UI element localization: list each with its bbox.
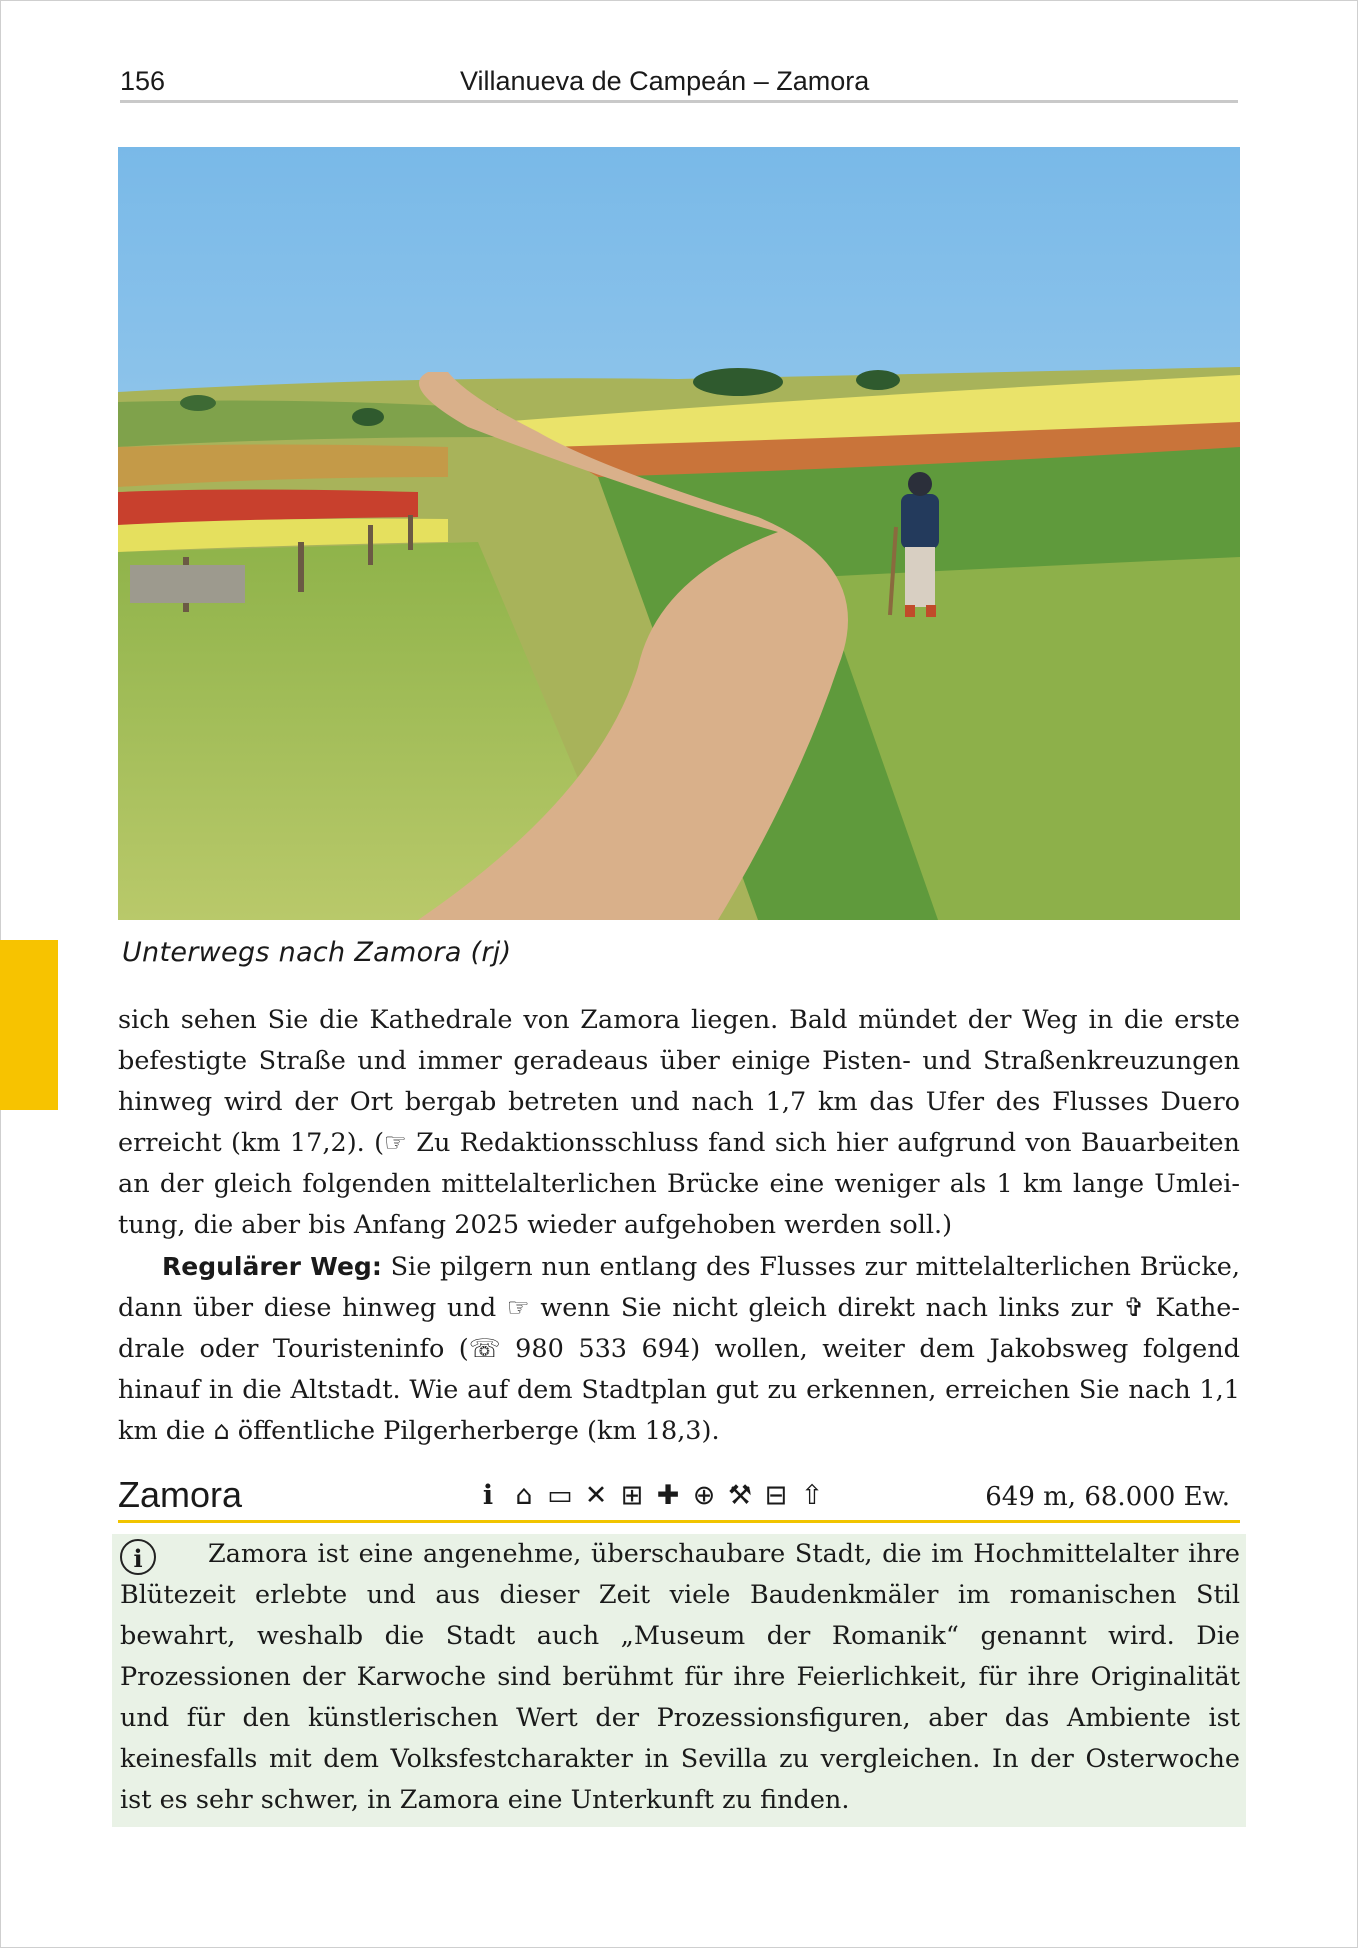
pointing-hand-icon: ☞: [506, 1293, 530, 1323]
bed-icon: ▭: [547, 1480, 573, 1511]
section-heading: [118, 1470, 1240, 1520]
p1-text: sich sehen Sie die Kathedrale von Zamora liegen. Bald mündet der Weg in die erste befestigte Straße und immer geradeaus über einige Pisten- und Straßenkreuzungen hinweg wird der Ort bergab betreten und nach 1,7 km das Ufer des Flusses Duero erreicht (km 17,2). (: [118, 1005, 1240, 1158]
bus-icon: ⊟: [764, 1480, 788, 1511]
landscape-photo: [118, 147, 1240, 920]
repair-tool-icon: ⚒: [727, 1480, 753, 1511]
restaurant-icon: ✕: [584, 1480, 608, 1511]
info-box: [112, 1534, 1246, 1827]
p1-rest: Zu Redaktionsschluss fand sich hier aufgrund von Bauarbeiten an der gleich folgenden mittelalterlichen Brücke eine weniger als 1 km lange Umleitung, die aber bis Anfang 2025 wieder aufgehoben werden soll.): [118, 1128, 1240, 1240]
chapter-thumb-tab: [0, 940, 58, 1110]
church-cross-icon: ✞: [1123, 1293, 1145, 1323]
info-icon: i: [120, 1539, 156, 1575]
photo-illustration: [118, 147, 1240, 920]
medical-icon: ⊕: [692, 1480, 716, 1511]
pilgrim-hostel-icon: ⌂: [515, 1480, 533, 1511]
town-facts: 649 m, 68.000 Ew.: [985, 1482, 1230, 1512]
body-text: [118, 1000, 1240, 1452]
header-rule: [120, 100, 1238, 103]
page-number: 156: [120, 66, 166, 96]
altitude-arrow-icon: ⇧: [800, 1480, 824, 1511]
p2-text-b: wenn Sie nicht gleich direkt nach links zur: [529, 1293, 1124, 1323]
photo-caption: Unterwegs nach Zamora (rj): [122, 937, 512, 968]
p2-text-c: Kathedrale oder Touristeninfo (: [118, 1293, 1240, 1364]
pointing-hand-icon: ☞: [384, 1128, 407, 1158]
paragraph-1: [118, 1000, 1240, 1246]
service-icons: [473, 1480, 827, 1511]
p2-text-a: Sie pilgern nun entlang des Flusses zur mittelalterlichen Brücke, dann über diese hinweg und: [118, 1252, 1240, 1323]
paragraph-2: [118, 1246, 1240, 1452]
pharmacy-icon: ✚: [656, 1480, 680, 1511]
section-title: Zamora: [118, 1474, 243, 1515]
phone-icon: ☏: [468, 1334, 501, 1364]
heading-rule: [118, 1520, 1240, 1523]
info-text: Zamora ist eine angenehme, überschaubare Stadt, die im Hochmittelalter ihre Blütezeit erlebte und aus dieser Zeit viele Baudenkmäler im romanischen Stil bewahrt, weshalb die Stadt auch „Museum der Romanik“ genannt wird. Die Prozessionen der Karwoche sind berühmt für ihre Feierlichkeit, für ihre Originalität und für den künstlerischen Wert der Prozessionsfiguren, aber das Ambiente ist keinesfalls mit dem Volksfestcharakter in Sevilla zu vergleichen. In der Osterwoche ist es sehr schwer, in Zamora eine Unterkunft zu finden.: [120, 1539, 1240, 1815]
regular-route-term: Regulärer Weg:: [162, 1252, 382, 1281]
info-office-icon: ℹ: [482, 1480, 494, 1511]
info-text-block: [120, 1534, 1240, 1821]
p2-text-e: öffentliche Pilgerherberge (km 18,3).: [229, 1416, 720, 1446]
pilgrim-hostel-icon: ⌂: [213, 1416, 230, 1446]
p2-text-d: 980 533 694) wollen, weiter dem Jakobsweg folgend hinauf in die Altstadt. Wie auf dem Stadtplan gut zu erkennen, erreichen Sie nach 1,1 km die: [118, 1334, 1240, 1446]
shopping-cart-icon: ⊞: [620, 1480, 644, 1511]
header-title: Villanueva de Campeán – Zamora: [460, 66, 870, 96]
